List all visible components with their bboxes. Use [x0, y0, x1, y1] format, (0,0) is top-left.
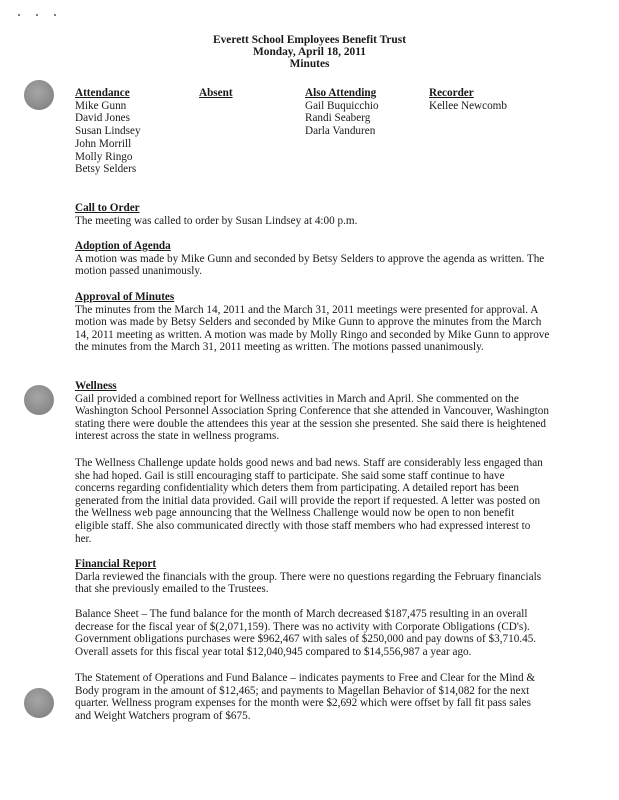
call-to-order-section — [75, 202, 555, 227]
scan-specks — [18, 14, 68, 20]
absent-heading: Absent — [199, 87, 233, 99]
wellness-challenge-paragraph: The Wellness Challenge update holds good news and bad news. Staff are considerably less engaged than she had hoped. Gail is still encouraging staff to participate. She said some staff continue to have concerns regarding confidentiality which deters them from participating. A detailed report has been generated from the initial data provided. Gail will provide the report if requested. A letter was posted on the Wellness web page announcing that the Wellness Challenge would now be open to non benefit eligible staff. She also communicated directly with those staff members who had expressed interest to her. — [75, 457, 543, 545]
document-header — [0, 34, 619, 71]
attendee-name: David Jones — [75, 112, 130, 125]
section-text: A motion was made by Mike Gunn and seconded by Betsy Selders to approve the agenda as written. The motion passed unanimously. — [75, 252, 545, 278]
organization-title: Everett School Employees Benefit Trust — [213, 34, 406, 46]
speck — [36, 14, 38, 16]
attendee-name: Molly Ringo — [75, 150, 133, 163]
section-text: The minutes from the March 14, 2011 and the March 31, 2011 meetings were presented for approval. A motion was made by Betsy Selders and seconded by Mike Gunn to approve the minutes from the March 14, 2011 meeting as written. A motion was made by Molly Ringo and seconded by Mike Gunn to approve the minutes from the March 31, 2011 meeting as written. The motions passed unanimously. — [75, 303, 550, 354]
attendee-name: Betsy Selders — [75, 163, 137, 176]
section-title: Wellness — [75, 380, 117, 392]
guest-name: Gail Buquicchio — [305, 99, 379, 112]
attendee-name: Susan Lindsey — [75, 125, 141, 138]
absent-column — [199, 87, 233, 100]
also-attending-column — [305, 87, 379, 138]
recorder-name: Kellee Newcomb — [429, 99, 507, 112]
section-title: Adoption of Agenda — [75, 240, 171, 252]
meeting-date: Monday, April 18, 2011 — [253, 46, 366, 59]
document-type: Minutes — [289, 58, 330, 71]
balance-sheet-paragraph: Balance Sheet – The fund balance for the month of March decreased $187,475 resulting in an overall decrease for the fiscal year of $(2,071,159). There was no activity with Corporate Obligations (CD's). Government obligations purchases were $962,467 with sales of $250,000 and pay downs of $3,710.45. Overall assets for this fiscal year total $12,040,945 compared to $14,556,987 a year ago. — [75, 608, 537, 658]
guest-name: Darla Vanduren — [305, 125, 376, 138]
punch-hole-middle — [24, 385, 54, 415]
section-text: Darla reviewed the financials with the group. There were no questions regarding the February financials that she previously emailed to the Trustees. — [75, 570, 542, 596]
adoption-of-agenda-section — [75, 240, 555, 278]
wellness-section — [75, 380, 555, 443]
section-text: Gail provided a combined report for Wellness activities in March and April. She commented on the Washington School Personnel Association Spring Conference that she attended in Vancouver, Washington stating there were double the attendees this year at the session she presented. She said there is heightened interest across the state in wellness programs. — [75, 392, 549, 443]
attendance-heading: Attendance — [75, 87, 130, 99]
section-title: Approval of Minutes — [75, 291, 175, 303]
attendee-name: John Morrill — [75, 137, 132, 150]
attendee-name: Mike Gunn — [75, 99, 127, 112]
statement-of-operations-paragraph: The Statement of Operations and Fund Balance – indicates payments to Free and Clear for the Mind & Body program in the amount of $12,465; and payments to Magellan Behavior of $14,082 for the next quarter. Wellness program expenses for the month were $2,692 which were offset by fall fit pass sales and Weight Watchers program of $675. — [75, 672, 536, 722]
financial-report-section — [75, 558, 555, 596]
guest-name: Randi Seaberg — [305, 112, 371, 125]
recorder-column — [429, 87, 507, 112]
speck — [18, 14, 20, 16]
section-title: Financial Report — [75, 558, 157, 570]
also-attending-heading: Also Attending — [305, 87, 377, 99]
recorder-heading: Recorder — [429, 87, 474, 99]
punch-hole-top — [24, 80, 54, 110]
section-text: The meeting was called to order by Susan Lindsey at 4:00 p.m. — [75, 214, 358, 227]
approval-of-minutes-section — [75, 291, 555, 354]
punch-hole-bottom — [24, 688, 54, 718]
attendance-column — [75, 87, 141, 176]
speck — [54, 14, 56, 16]
section-title: Call to Order — [75, 202, 140, 214]
